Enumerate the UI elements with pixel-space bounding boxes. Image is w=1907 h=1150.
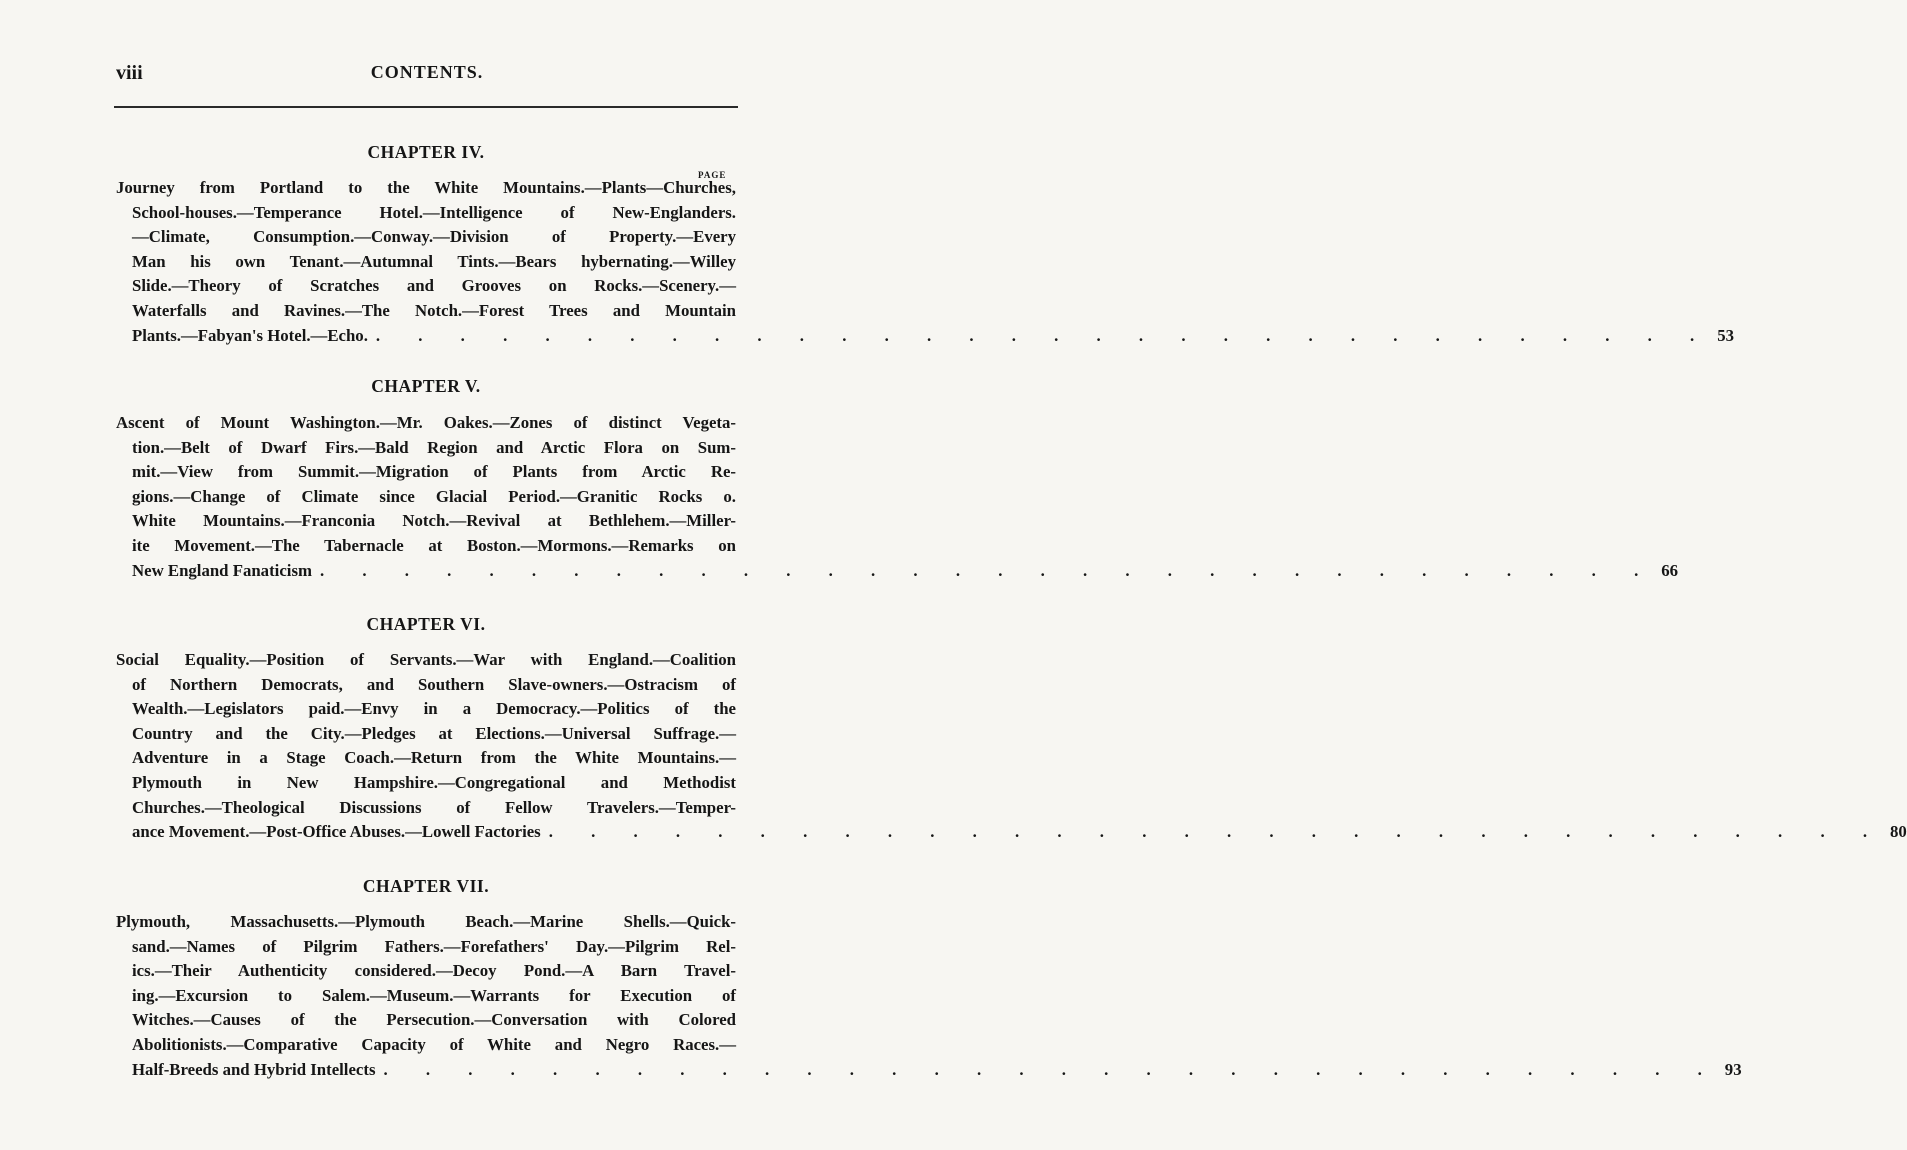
chapter-heading: CHAPTER IV. bbox=[367, 142, 485, 162]
dot-leader: . . . . . . . . . . . . . . . . . . . . . . . . . . . . . . . . bbox=[375, 325, 1712, 345]
summary-line: Abolitionists.—Comparative Capacity of White and Negro Races.— bbox=[132, 1034, 736, 1054]
chapter-summary bbox=[116, 411, 1679, 583]
header-rule bbox=[114, 106, 738, 108]
page-number: viii bbox=[116, 62, 143, 84]
dot-leader: . . . . . . . . . . . . . . . . . . . . . . . . . . . . . . . . bbox=[319, 560, 1656, 580]
page-header bbox=[116, 62, 738, 92]
chapter-heading: CHAPTER V. bbox=[371, 376, 481, 396]
summary-line: tion.—Belt of Dwarf Firs.—Bald Region and Arctic Flora on Sum- bbox=[132, 437, 736, 457]
chapter-summary bbox=[116, 176, 1734, 348]
page-reference: 53 bbox=[1717, 325, 1734, 345]
summary-line: Half-Breeds and Hybrid Intellects bbox=[132, 1059, 376, 1079]
chapter-summary bbox=[116, 910, 1742, 1082]
summary-last-line bbox=[116, 324, 1734, 349]
summary-line: —Climate, Consumption.—Conway.—Division of Property.—Every bbox=[132, 227, 736, 247]
chapter-heading: CHAPTER VII. bbox=[362, 876, 490, 896]
summary-line: Ascent of Mount Washington.—Mr. Oakes.—Zones of distinct Vegeta- bbox=[116, 413, 736, 432]
summary-line: Plymouth, Massachusetts.—Plymouth Beach.—Marine Shells.—Quick- bbox=[116, 912, 736, 931]
summary-last-line bbox=[116, 559, 1679, 584]
summary-line: Waterfalls and Ravines.—The Notch.—Forest Trees and Mountain bbox=[132, 300, 736, 320]
summary-line: mit.—View from Summit.—Migration of Plants from Arctic Re- bbox=[132, 462, 736, 482]
summary-line: Adventure in a Stage Coach.—Return from the White Mountains.— bbox=[132, 748, 736, 768]
summary-line: ance Movement.—Post-Office Abuses.—Lowell Factories bbox=[132, 822, 541, 842]
page-reference: 93 bbox=[1724, 1059, 1742, 1079]
summary-line: ics.—Their Authenticity considered.—Decoy Pond.—A Barn Travel- bbox=[132, 961, 736, 981]
summary-line: gions.—Change of Climate since Glacial Period.—Granitic Rocks o. bbox=[132, 486, 736, 506]
summary-line: Plants.—Fabyan's Hotel.—Echo. bbox=[132, 325, 368, 345]
summary-line: ite Movement.—The Tabernacle at Boston.—Mormons.—Remarks on bbox=[132, 535, 736, 555]
summary-line: Man his own Tenant.—Autumnal Tints.—Bears hybernating.—Willey bbox=[132, 251, 736, 271]
summary-line: School-houses.—Temperance Hotel.—Intelligence of New-Englanders. bbox=[132, 202, 736, 222]
chapter-summary bbox=[116, 648, 1907, 845]
summary-line: Country and the City.—Pledges at Elections.—Universal Suffrage.— bbox=[132, 723, 736, 743]
dot-leader: . . . . . . . . . . . . . . . . . . . . . . . . . . . . . . . . bbox=[548, 822, 1885, 842]
summary-line: ing.—Excursion to Salem.—Museum.—Warrants for Execution of bbox=[132, 985, 736, 1005]
summary-line: Social Equality.—Position of Servants.—War with England.—Coalition bbox=[116, 650, 736, 669]
summary-line: Witches.—Causes of the Persecution.—Conversation with Colored bbox=[132, 1010, 736, 1030]
page-reference: 80 bbox=[1890, 822, 1907, 842]
page-reference: 66 bbox=[1661, 560, 1679, 580]
running-title: CONTENTS. bbox=[370, 62, 484, 82]
summary-line: of Northern Democrats, and Southern Slave-owners.—Ostracism of bbox=[132, 674, 736, 694]
summary-line: sand.—Names of Pilgrim Fathers.—Forefathers' Day.—Pilgrim Rel- bbox=[132, 936, 736, 956]
dot-leader: . . . . . . . . . . . . . . . . . . . . . . . . . . . . . . . . bbox=[383, 1059, 1719, 1079]
summary-line: White Mountains.—Franconia Notch.—Revival at Bethlehem.—Miller- bbox=[132, 511, 736, 531]
summary-line: Journey from Portland to the White Mountains.—Plants—Churches, bbox=[116, 178, 736, 197]
summary-last-line bbox=[116, 820, 1907, 845]
summary-line: Plymouth in New Hampshire.—Congregational and Methodist bbox=[132, 772, 736, 792]
summary-line: Wealth.—Legislators paid.—Envy in a Democracy.—Politics of the bbox=[132, 699, 736, 719]
page-column-label: PAGE bbox=[698, 170, 727, 180]
summary-last-line bbox=[116, 1058, 1742, 1083]
summary-line: Slide.—Theory of Scratches and Grooves on Rocks.—Scenery.— bbox=[132, 276, 736, 296]
chapter-heading: CHAPTER VI. bbox=[366, 614, 486, 634]
summary-line: New England Fanaticism bbox=[132, 560, 312, 580]
summary-line: Churches.—Theological Discussions of Fellow Travelers.—Temper- bbox=[132, 797, 736, 817]
